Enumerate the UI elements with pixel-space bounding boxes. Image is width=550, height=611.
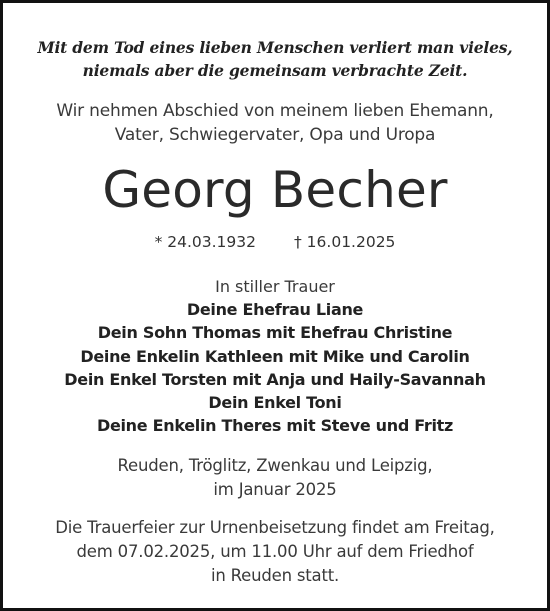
motto-quote <box>3 36 547 82</box>
intro-text <box>3 99 547 147</box>
funeral-service-info <box>3 516 547 588</box>
birth-date: * 24.03.1932 <box>154 233 256 251</box>
intro-line-2: Vater, Schwiegervater, Opa und Uropa <box>114 125 436 145</box>
death-date: † 16.01.2025 <box>294 233 396 251</box>
mourners-lead: In stiller Trauer <box>215 277 335 296</box>
intro-line-1: Wir nehmen Abschied von meinem lieben Ehemann, <box>56 101 494 121</box>
mourner-line: Dein Enkel Toni <box>208 393 342 413</box>
deceased-name: Georg Becher <box>102 161 448 219</box>
mourner-line: Deine Enkelin Theres mit Steve und Fritz <box>96 416 454 436</box>
place-line-2: im Januar 2025 <box>213 480 337 499</box>
service-line-2: dem 07.02.2025, um 11.00 Uhr auf dem Friedhof <box>76 542 474 561</box>
service-line-3: in Reuden statt. <box>210 566 340 585</box>
life-dates <box>3 231 547 253</box>
motto-line-1: Mit dem Tod eines lieben Menschen verliert man vieles, <box>37 38 513 57</box>
mourner-line: Deine Ehefrau Liane <box>186 300 364 319</box>
place-and-date <box>3 454 547 502</box>
service-line-1: Die Trauerfeier zur Urnenbeisetzung findet am Freitag, <box>55 518 495 537</box>
place-line-1: Reuden, Tröglitz, Zwenkau und Leipzig, <box>117 456 433 475</box>
mourner-line: Dein Enkel Torsten mit Anja und Haily-Savannah <box>64 369 486 389</box>
motto-line-2: niemals aber die gemeinsam verbrachte Zeit. <box>82 61 468 80</box>
mourners-list <box>3 275 547 438</box>
mourner-line: Deine Enkelin Kathleen mit Mike und Carolin <box>80 346 470 366</box>
mourner-line: Dein Sohn Thomas mit Ehefrau Christine <box>97 323 453 343</box>
